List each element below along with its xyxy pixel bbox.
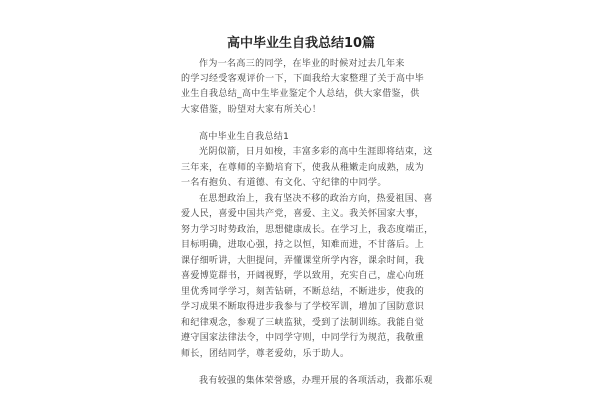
body-line: 师长，团结同学，尊老爱幼，乐于助人。 (181, 349, 350, 359)
body-line: 光阴似箭，日月如梭，丰富多彩的高中生涯即将结束，这 (199, 147, 433, 157)
intro-line: 作为一名高三的同学，在毕业的时候对过去几年来 (199, 59, 405, 69)
section-heading: 高中毕业生自我总结1 (199, 132, 290, 142)
body-line: 学习成果不断取得进步我参与了学校军训，增加了国防意识 (181, 302, 425, 312)
body-line: 在思想政治上，我有坚决不移的政治方向，热爱祖国、喜 (199, 194, 433, 204)
document-title: 高中毕业生自我总结10篇 (226, 36, 376, 51)
body-line: 爱人民，喜爱中国共产党，喜爱、主义。我关怀国家大事， (181, 209, 425, 219)
body-line: 三年来，在尊师的辛勤培育下，使我从稚嫩走向成熟，成为 (181, 163, 425, 173)
body-line: 里优秀同学学习，刻苦钻研，不断总结，不断进步，使我的 (181, 287, 425, 297)
body-line: 目标明确，进取心强，持之以恒，知难而进，不甘落后。上 (181, 240, 425, 250)
body-line: 课仔细听讲，大胆提问，弄懂课堂所学内容，课余时间，我 (181, 256, 425, 266)
intro-line: 大家借鉴，盼望对大家有所关心！ (181, 105, 322, 115)
intro-line: 的学习经受客观评价一下，下面我给大家整理了关于高中毕 (181, 74, 425, 84)
body-line: 喜爱博览群书，开阔视野，学以致用，充实自己，虚心向班 (181, 271, 425, 281)
body-line: 和纪律观念，参观了三峡监狱，受到了法制训练。我能自觉 (181, 318, 425, 328)
body-line: 努力学习时势政治，思想健康成长。在学习上，我态度端正， (181, 225, 434, 235)
body-line: 遵守国家法律法令，中同学守则，中同学行为规范，我敬重 (181, 333, 425, 343)
intro-line: 业生自我总结_高中生毕业鉴定个人总结，供大家借鉴，供 (181, 89, 420, 99)
body-line: 我有较强的集体荣誉感，办理开展的各项活动，我都乐观 (199, 376, 433, 386)
body-line: 一名有抱负、有道德、有文化、守纪律的中同学。 (181, 178, 387, 188)
